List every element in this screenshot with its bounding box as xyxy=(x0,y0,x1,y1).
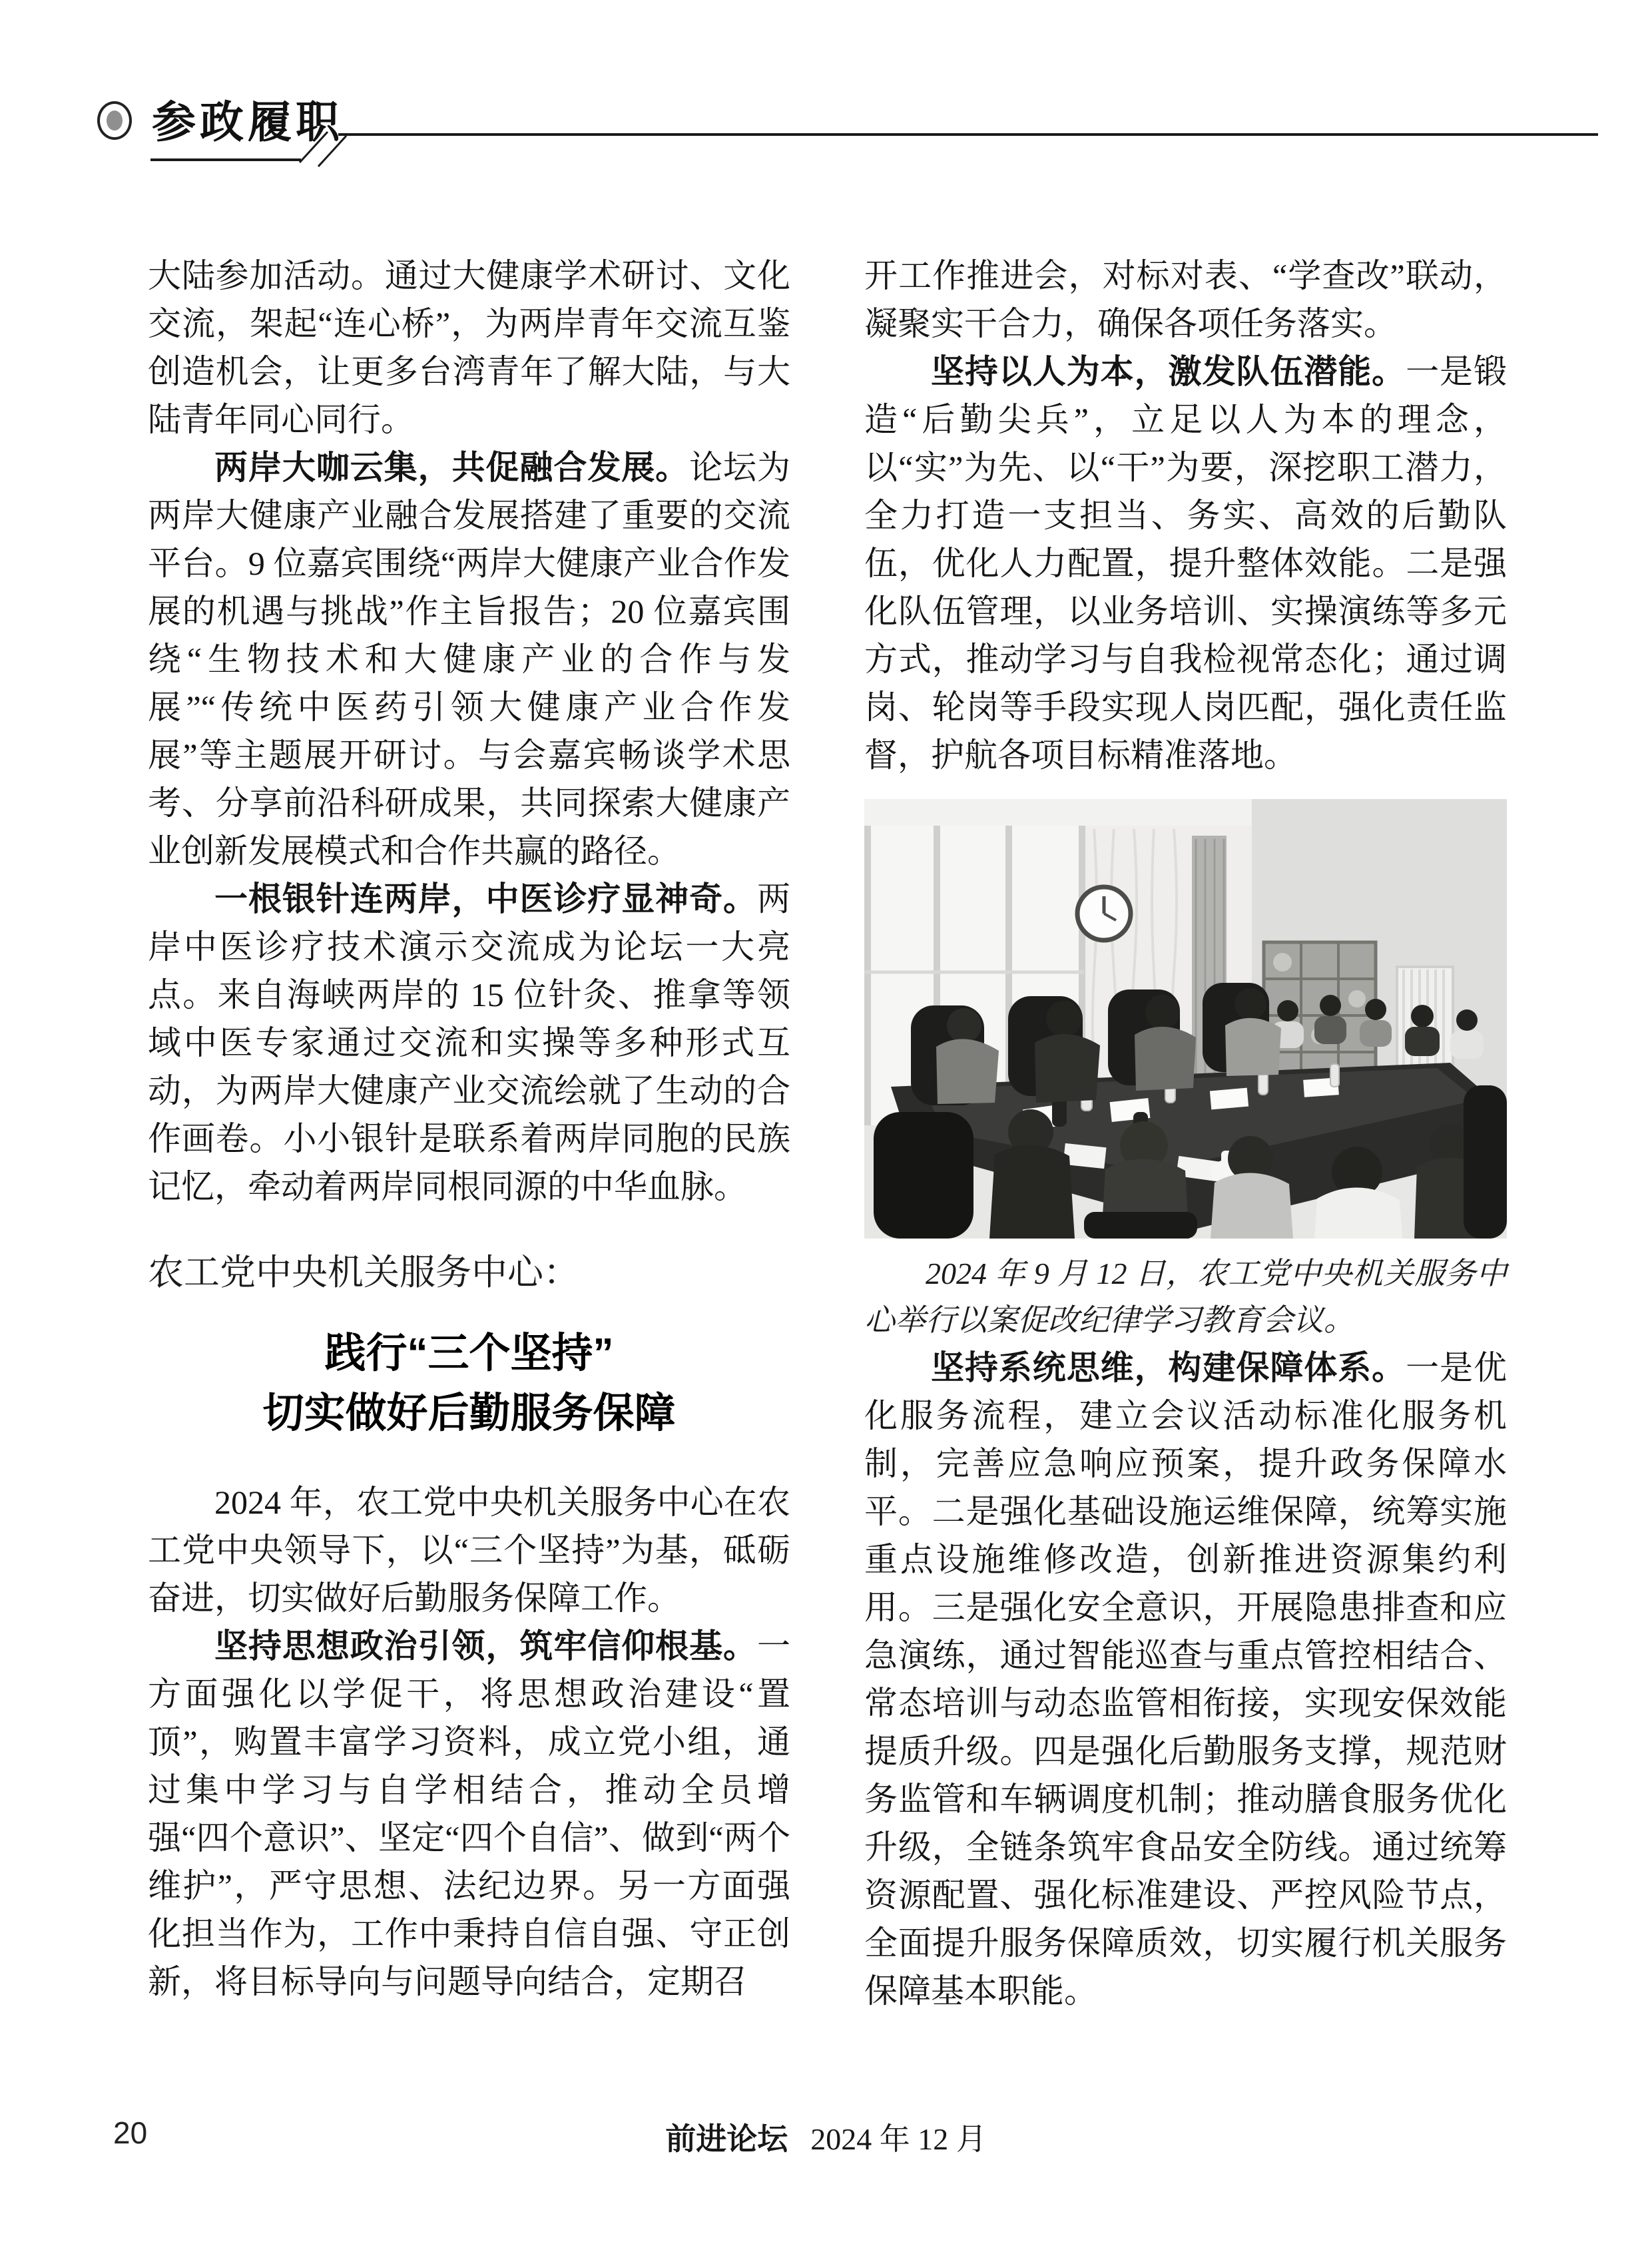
body-paragraph xyxy=(864,348,1507,779)
article-title-line1: 践行“三个坚持” xyxy=(324,1330,614,1376)
journal-name: 前进论坛 xyxy=(665,2121,788,2156)
article-kicker: 农工党中央机关服务中心： xyxy=(148,1253,579,1292)
paragraph-lead: 两岸大咖云集，共促融合发展。 xyxy=(214,449,690,486)
body-paragraph xyxy=(864,252,1507,348)
body-paragraph xyxy=(148,1478,790,1622)
body-paragraph xyxy=(148,252,790,443)
paragraph-lead: 坚持思想政治引领，筑牢信仰根基。 xyxy=(214,1627,757,1665)
left-column xyxy=(148,252,790,2006)
issue-date: 2024 年 12 月 xyxy=(810,2122,987,2156)
paragraph-text: 一方面强化以学促干，将思想政治建设“置顶”，购置丰富学习资料，成立党小组，通过集中学习与自学相结合，推动全员增强“四个意识”、坚定“四个自信”、做到“两个维护”，严守思想、法纪边界。另一方面强化担当作为，工作中秉持自信自强、守正创新，将目标导向与问题导向结合，定期召 xyxy=(148,1627,790,2000)
paragraph-text: 2024 年，农工党中央机关服务中心在农工党中央领导下，以“三个坚持”为基，砥砺奋进，切实做好后勤服务保障工作。 xyxy=(148,1484,790,1617)
paragraph-text: 论坛为两岸大健康产业融合发展搭建了重要的交流平台。9 位嘉宾围绕“两岸大健康产业合作发展的机遇与挑战”作主旨报告；20 位嘉宾围绕“生物技术和大健康产业的合作与发展”“传统中医药引领大健康产业合作发展”等主题展开研讨。与会嘉宾畅谈学术思考、分享前沿科研成果，共同探索大健康产业创新发展模式和合作共赢的路径。 xyxy=(148,449,790,870)
meeting-photo-illustration xyxy=(864,799,1507,1239)
paragraph-text: 开工作推进会，对标对表、“学查改”联动，凝聚实干合力，确保各项任务落实。 xyxy=(864,257,1507,342)
section-label: 参政履职 xyxy=(152,99,344,147)
article-title-line2: 切实做好后勤服务保障 xyxy=(262,1390,676,1436)
paragraph-text: 一是锻造“后勤尖兵”，立足以人为本的理念，以“实”为先、以“干”为要，深挖职工潜力，全力打造一支担当、务实、高效的后勤队伍，优化人力配置，提升整体效能。二是强化队伍管理，以业务培训、实操演练等多元方式，推动学习与自我检视常态化；通过调岗、轮岗等手段实现人岗匹配，强化责任监督，护航各项目标精准落地。 xyxy=(864,353,1507,774)
meeting-photo xyxy=(864,799,1507,1344)
paragraph-lead: 坚持系统思维，构建保障体系。 xyxy=(931,1349,1406,1386)
paragraph-text: 一是优化服务流程，建立会议活动标准化服务机制，完善应急响应预案，提升政务保障水平。二是强化基础设施运维保障，统筹实施重点设施维修改造，创新推进资源集约利用。三是强化安全意识，开展隐患排查和应急演练，通过智能巡查与重点管控相结合、常态培训与动态监管相衔接，实现安保效能提质升级。四是强化后勤服务支撑，规范财务监管和车辆调度机制；推动膳食服务优化升级，全链条筑牢食品安全防线。通过统筹资源配置、强化标准建设、严控风险节点，全面提升服务保障质效，切实履行机关服务保障基本职能。 xyxy=(864,1349,1507,2010)
paragraph-text: 大陆参加活动。通过大健康学术研讨、文化交流，架起“连心桥”，为两岸青年交流互鉴创造机会，让更多台湾青年了解大陆，与大陆青年同心同行。 xyxy=(148,257,790,438)
footer xyxy=(0,2115,1652,2159)
body-paragraph xyxy=(148,875,790,1211)
paragraph-lead: 一根银针连两岸，中医诊疗显神奇。 xyxy=(214,880,757,918)
page-number: 20 xyxy=(113,2115,148,2150)
header-rule xyxy=(0,0,1652,200)
photo-caption: 2024 年 9 月 12 日，农工党中央机关服务中心举行以案促改纪律学习教育会议。 xyxy=(864,1257,1507,1337)
body-paragraph xyxy=(148,1622,790,2006)
article-title xyxy=(148,1324,790,1444)
body-paragraph xyxy=(864,1344,1507,2015)
body-paragraph xyxy=(148,443,790,875)
paragraph-text: 两岸中医诊疗技术演示交流成为论坛一大亮点。来自海峡两岸的 15 位针灸、推拿等领域中医专家通过交流和实操等多种形式互动，为两岸大健康产业交流绘就了生动的合作画卷。小小银针是联系着两岸同胞的民族记忆，牵动着两岸同根同源的中华血脉。 xyxy=(148,880,790,1205)
right-column xyxy=(864,252,1507,2015)
paragraph-lead: 坚持以人为本，激发队伍潜能。 xyxy=(931,353,1406,390)
